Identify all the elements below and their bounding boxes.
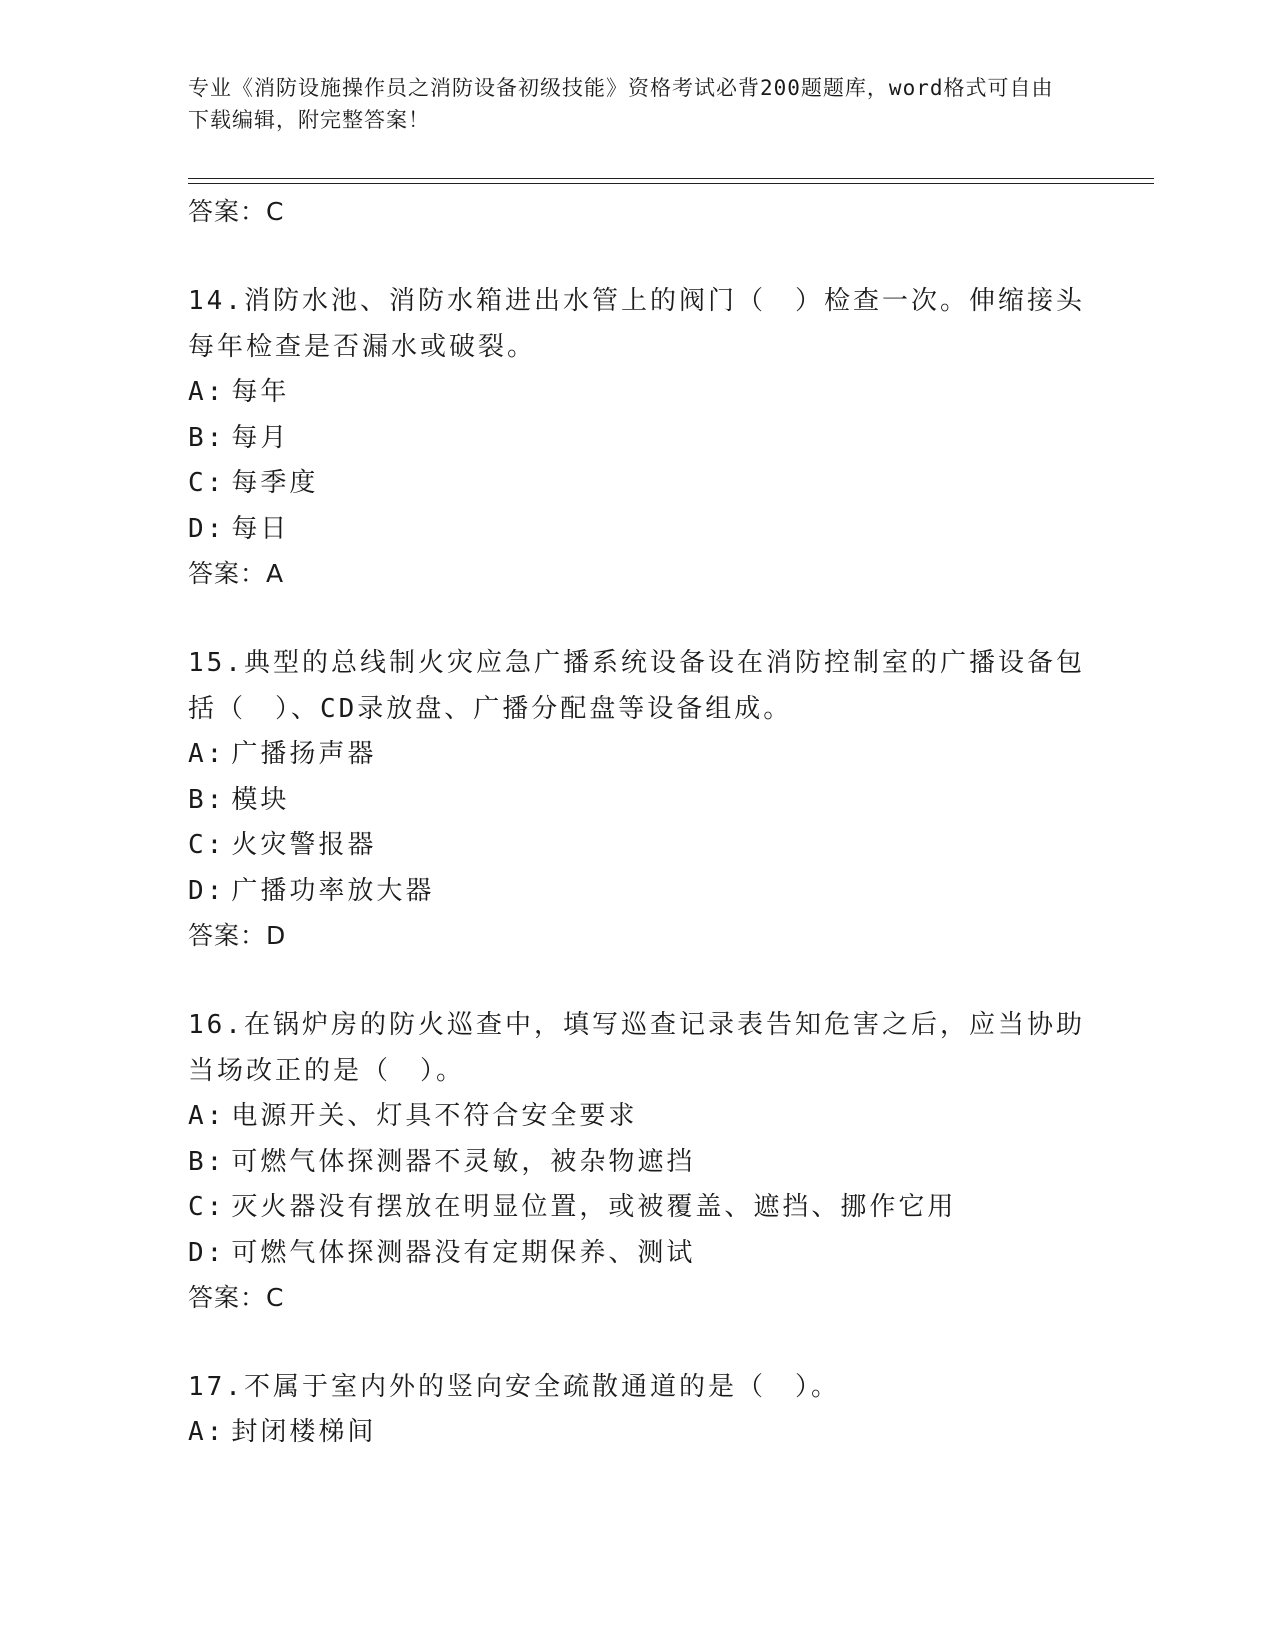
- option-text: 广播扬声器: [231, 739, 377, 769]
- option-key: B:: [188, 784, 226, 815]
- option-key: A:: [188, 1101, 226, 1131]
- option-d: [188, 869, 1088, 915]
- option-key: A:: [188, 739, 226, 769]
- option-key: B:: [188, 422, 226, 453]
- option-b: [188, 778, 1088, 824]
- option-b: [188, 1140, 1088, 1186]
- option-text: 每月: [231, 422, 290, 453]
- option-key: C:: [188, 468, 226, 498]
- question-text: 17.不属于室内外的竖向安全疏散通道的是（ ）。: [188, 1372, 840, 1402]
- option-key: D:: [188, 513, 226, 544]
- option-c: [188, 823, 1088, 869]
- question-15: [188, 640, 1088, 958]
- option-text: 可燃气体探测器不灵敏，被杂物遮挡: [231, 1146, 696, 1177]
- question-16: [188, 1002, 1088, 1320]
- option-text: 可燃气体探测器没有定期保养、测试: [231, 1237, 696, 1268]
- option-key: A:: [188, 377, 226, 407]
- option-text: 灭火器没有摆放在明显位置，或被覆盖、遮挡、挪作它用: [231, 1192, 957, 1222]
- question-text: 16.在锅炉房的防火巡查中，填写巡查记录表告知危害之后，应当协助当场改正的是（ ）。: [188, 1010, 1085, 1086]
- header-divider-bottom: [188, 183, 1154, 184]
- option-c: [188, 461, 1088, 507]
- option-key: B:: [188, 1146, 226, 1177]
- question-14: [188, 278, 1088, 596]
- option-key: D:: [188, 1237, 226, 1268]
- header-divider-top: [188, 178, 1154, 179]
- option-text: 模块: [231, 784, 290, 815]
- question-text: 15.典型的总线制火灾应急广播系统设备设在消防控制室的广播设备包括（ ）、CD录放盘、广播分配盘等设备组成。: [188, 648, 1085, 724]
- option-text: 每年: [231, 377, 290, 407]
- option-text: 火灾警报器: [231, 830, 377, 860]
- option-key: A:: [188, 1417, 226, 1447]
- option-key: C:: [188, 830, 226, 860]
- option-key: C:: [188, 1192, 226, 1222]
- option-a: [188, 732, 1088, 778]
- question-list: [188, 190, 1088, 1456]
- option-key: D:: [188, 875, 226, 906]
- question-text: 14.消防水池、消防水箱进出水管上的阀门（ ）检查一次。伸缩接头每年检查是否漏水或破裂。: [188, 286, 1085, 362]
- previous-answer: 答案：C: [188, 197, 285, 226]
- answer: 答案：D: [188, 921, 287, 950]
- option-text: 每日: [231, 513, 290, 544]
- option-d: [188, 1231, 1088, 1277]
- option-a: [188, 1410, 1088, 1456]
- option-d: [188, 507, 1088, 553]
- option-text: 封闭楼梯间: [231, 1417, 377, 1447]
- question-17: [188, 1364, 1088, 1456]
- option-b: [188, 416, 1088, 462]
- answer: 答案：A: [188, 559, 285, 588]
- option-a: [188, 1094, 1088, 1140]
- document-header: 专业《消防设施操作员之消防设备初级技能》资格考试必背200题题库，word格式可自由下载编辑，附完整答案！: [188, 76, 1054, 132]
- option-a: [188, 370, 1088, 416]
- option-c: [188, 1185, 1088, 1231]
- answer: 答案：C: [188, 1283, 285, 1312]
- option-text: 每季度: [231, 468, 319, 498]
- option-text: 广播功率放大器: [231, 875, 435, 906]
- option-text: 电源开关、灯具不符合安全要求: [231, 1101, 638, 1131]
